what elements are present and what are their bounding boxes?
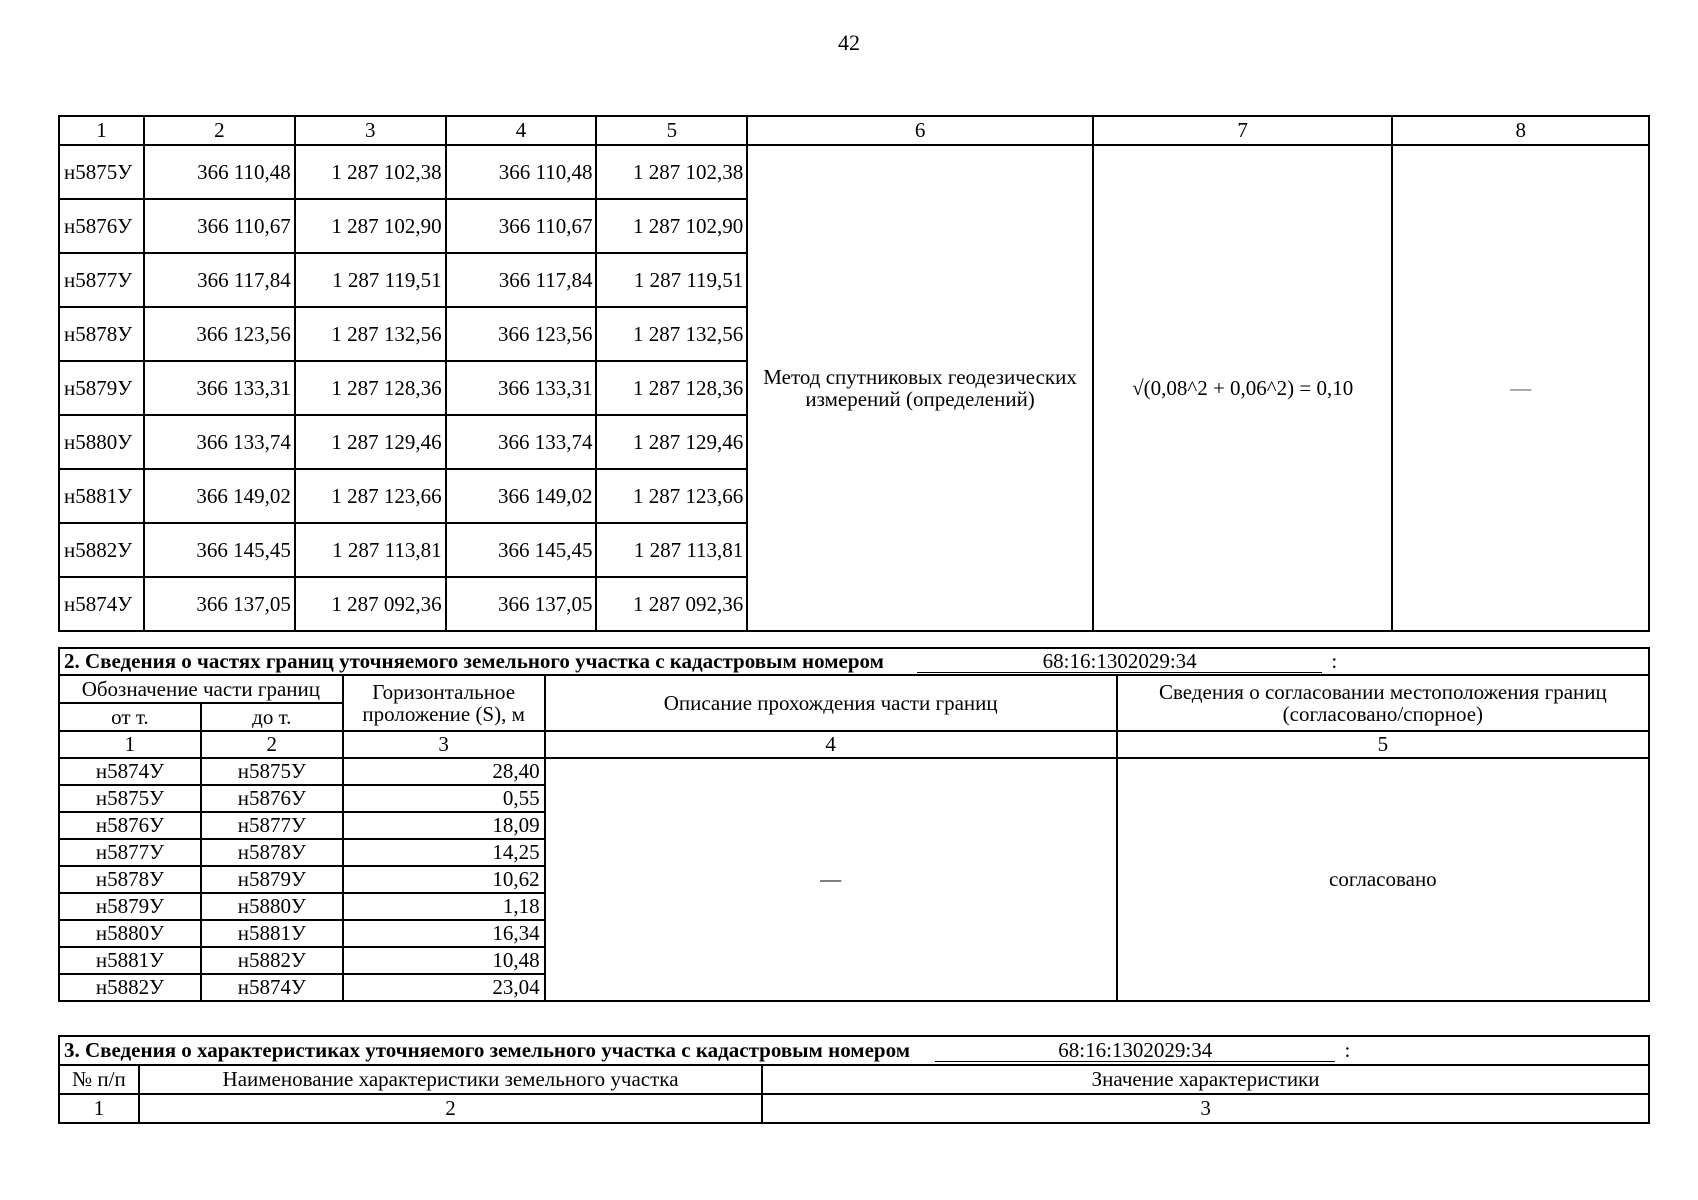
col-number: 7 <box>1093 116 1393 145</box>
y-refined: 1 287 119,51 <box>596 253 747 307</box>
x-refined: 366 123,56 <box>446 307 597 361</box>
accuracy-cell: √(0,08^2 + 0,06^2) = 0,10 <box>1093 145 1393 631</box>
distance: 10,48 <box>343 947 545 974</box>
table-row <box>59 145 1649 199</box>
x-existing: 366 133,31 <box>144 361 295 415</box>
to-point: н5881У <box>201 920 343 947</box>
from-point: н5881У <box>59 947 201 974</box>
to-point: н5876У <box>201 785 343 812</box>
x-existing: 366 123,56 <box>144 307 295 361</box>
x-existing: 366 117,84 <box>144 253 295 307</box>
y-refined: 1 287 129,46 <box>596 415 747 469</box>
page-number: 42 <box>838 30 860 55</box>
to-point: н5879У <box>201 866 343 893</box>
from-point: н5875У <box>59 785 201 812</box>
col-number: 5 <box>596 116 747 145</box>
distance: 14,25 <box>343 839 545 866</box>
x-refined: 366 137,05 <box>446 577 597 631</box>
point-name: н5877У <box>59 253 144 307</box>
header-agreement: Сведения о согласовании местоположения границ (согласовано/спорное) <box>1117 675 1649 731</box>
distance: 28,40 <box>343 758 545 785</box>
y-existing: 1 287 102,90 <box>295 199 446 253</box>
boundary-parts-table <box>58 647 1650 1002</box>
section3-title-cell <box>59 1036 1649 1065</box>
y-refined: 1 287 092,36 <box>596 577 747 631</box>
point-name: н5876У <box>59 199 144 253</box>
table-row <box>59 758 1649 785</box>
section3-header-row <box>59 1036 1649 1065</box>
to-point: н5878У <box>201 839 343 866</box>
header-to: до т. <box>201 703 343 731</box>
x-refined: 366 145,45 <box>446 523 597 577</box>
distance: 10,62 <box>343 866 545 893</box>
x-refined: 366 110,67 <box>446 199 597 253</box>
y-refined: 1 287 132,56 <box>596 307 747 361</box>
section2-column-headers <box>59 675 1649 703</box>
to-point: н5877У <box>201 812 343 839</box>
x-existing: 366 110,67 <box>144 199 295 253</box>
characteristics-table <box>58 1035 1650 1124</box>
y-refined: 1 287 128,36 <box>596 361 747 415</box>
col-number: 1 <box>59 116 144 145</box>
col-number: 1 <box>59 731 201 758</box>
from-point: н5879У <box>59 893 201 920</box>
point-name: н5878У <box>59 307 144 361</box>
x-refined: 366 133,31 <box>446 361 597 415</box>
y-existing: 1 287 129,46 <box>295 415 446 469</box>
header-value: Значение характеристики <box>762 1065 1649 1094</box>
section2-cadastral-number: 68:16:1302029:34 <box>917 650 1322 673</box>
description-cell: — <box>545 758 1117 1001</box>
section2-col-numbers <box>59 731 1649 758</box>
col-number: 3 <box>343 731 545 758</box>
col-number: 2 <box>201 731 343 758</box>
section3-title: 3. Сведения о характеристиках уточняемого земельного участка с кадастровым номером <box>64 1037 911 1062</box>
distance: 16,34 <box>343 920 545 947</box>
col-number: 3 <box>295 116 446 145</box>
col-number: 2 <box>144 116 295 145</box>
col-number: 8 <box>1392 116 1649 145</box>
distance: 23,04 <box>343 974 545 1001</box>
header-distance: Горизонтальное проложение (S), м <box>343 675 545 731</box>
point-name: н5881У <box>59 469 144 523</box>
x-refined: 366 133,74 <box>446 415 597 469</box>
col-number: 5 <box>1117 731 1649 758</box>
y-existing: 1 287 113,81 <box>295 523 446 577</box>
x-refined: 366 117,84 <box>446 253 597 307</box>
from-point: н5878У <box>59 866 201 893</box>
point-name: н5875У <box>59 145 144 199</box>
y-existing: 1 287 092,36 <box>295 577 446 631</box>
section2-title: 2. Сведения о частях границ уточняемого земельного участка с кадастровым номером <box>64 648 884 673</box>
distance: 1,18 <box>343 893 545 920</box>
from-point: н5877У <box>59 839 201 866</box>
y-refined: 1 287 113,81 <box>596 523 747 577</box>
header-description: Описание прохождения части границ <box>545 675 1117 731</box>
x-existing: 366 133,74 <box>144 415 295 469</box>
y-refined: 1 287 102,90 <box>596 199 747 253</box>
x-existing: 366 149,02 <box>144 469 295 523</box>
distance: 18,09 <box>343 812 545 839</box>
col8-cell: — <box>1392 145 1649 631</box>
header-name: Наименование характеристики земельного участка <box>139 1065 762 1094</box>
y-existing: 1 287 128,36 <box>295 361 446 415</box>
section3-cadastral-number: 68:16:1302029:34 <box>935 1039 1335 1062</box>
y-existing: 1 287 102,38 <box>295 145 446 199</box>
point-name: н5880У <box>59 415 144 469</box>
section3-col-numbers <box>59 1094 1649 1123</box>
y-refined: 1 287 123,66 <box>596 469 747 523</box>
section3-colon: : <box>1344 1037 1351 1062</box>
point-name: н5874У <box>59 577 144 631</box>
from-point: н5880У <box>59 920 201 947</box>
x-existing: 366 137,05 <box>144 577 295 631</box>
section2-header-row <box>59 648 1649 675</box>
distance: 0,55 <box>343 785 545 812</box>
to-point: н5880У <box>201 893 343 920</box>
point-name: н5882У <box>59 523 144 577</box>
x-existing: 366 110,48 <box>144 145 295 199</box>
to-point: н5874У <box>201 974 343 1001</box>
header-designation: Обозначение части границ <box>59 675 343 703</box>
from-point: н5874У <box>59 758 201 785</box>
col-number: 1 <box>59 1094 139 1123</box>
from-point: н5876У <box>59 812 201 839</box>
section3-column-headers <box>59 1065 1649 1094</box>
y-refined: 1 287 102,38 <box>596 145 747 199</box>
method-cell: Метод спутниковых геодезических измерений (определений) <box>747 145 1093 631</box>
from-point: н5882У <box>59 974 201 1001</box>
coordinates-header-row <box>59 116 1649 145</box>
to-point: н5882У <box>201 947 343 974</box>
x-refined: 366 149,02 <box>446 469 597 523</box>
col-number: 4 <box>446 116 597 145</box>
col-number: 3 <box>762 1094 1649 1123</box>
agreement-cell: согласовано <box>1117 758 1649 1001</box>
section2-colon: : <box>1331 648 1338 673</box>
x-refined: 366 110,48 <box>446 145 597 199</box>
section2-title-cell <box>59 648 1649 675</box>
coordinates-table <box>58 115 1650 632</box>
col-number: 2 <box>139 1094 762 1123</box>
to-point: н5875У <box>201 758 343 785</box>
y-existing: 1 287 132,56 <box>295 307 446 361</box>
col-number: 6 <box>747 116 1093 145</box>
point-name: н5879У <box>59 361 144 415</box>
header-num: № п/п <box>59 1065 139 1094</box>
header-from: от т. <box>59 703 201 731</box>
y-existing: 1 287 119,51 <box>295 253 446 307</box>
x-existing: 366 145,45 <box>144 523 295 577</box>
col-number: 4 <box>545 731 1117 758</box>
y-existing: 1 287 123,66 <box>295 469 446 523</box>
